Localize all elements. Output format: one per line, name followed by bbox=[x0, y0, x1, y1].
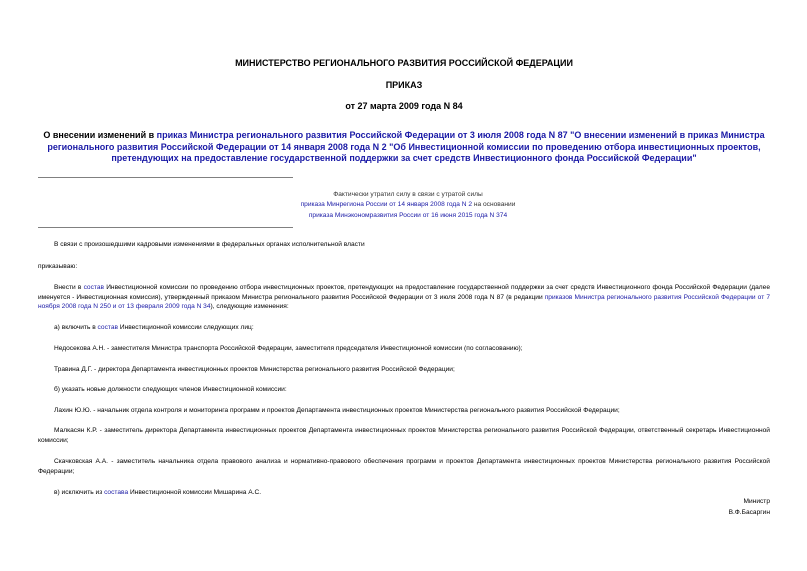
main-paragraph bbox=[38, 283, 770, 312]
member-travin-paragraph: Травина Д.Г. - директора Департамента инвестиционных проектов Министерства регионального развития Российской Федерации; bbox=[54, 366, 455, 373]
status-note-basis bbox=[218, 200, 598, 210]
status-note-order-link[interactable]: приказа Минрегиона России от 14 января 2008 года N 2 bbox=[300, 201, 473, 209]
signatory-name: В.Ф.Басаргин bbox=[728, 508, 770, 516]
member-malkasyan-paragraph: Малкасян К.Р. - заместитель директора Департамента инвестиционных проектов Департамента инвестиционных проектов Министерства регионального развития Российской Федерации, ответственный секретарь Инвестиционной комиссии; bbox=[38, 427, 770, 444]
member-lakhin-paragraph: Лахин Ю.Ю. - начальник отдела контроля и мониторинга программ и проектов Департамента инвестиционных проектов Министерства регионального развития Российской Федерации; bbox=[54, 407, 620, 414]
item-c-composition-link[interactable]: состава bbox=[104, 489, 129, 496]
status-note bbox=[218, 190, 598, 221]
document-type-heading: ПРИКАЗ bbox=[385, 80, 423, 90]
title-prefix: О внесении изменений в bbox=[43, 130, 157, 140]
status-note-line: Фактически утратил силу в связи с утратой силы bbox=[333, 191, 483, 198]
main-text-a: Внести в bbox=[54, 284, 84, 291]
item-a-paragraph bbox=[38, 323, 770, 333]
status-note-mid: на основании bbox=[472, 201, 516, 209]
item-a-composition-link[interactable]: состав bbox=[97, 324, 118, 331]
item-c-text-b: Инвестиционной комиссии Мишарина А.С. bbox=[128, 489, 262, 496]
ministry-heading: МИНИСТЕРСТВО РЕГИОНАЛЬНОГО РАЗВИТИЯ РОССИЙСКОЙ ФЕДЕРАЦИИ bbox=[235, 58, 573, 68]
member-nedosekov-paragraph: Недосекова А.Н. - заместителя Министра транспорта Российской Федерации, заместителя председателя Инвестиционной комиссии (по согласованию); bbox=[54, 345, 523, 352]
composition-link[interactable]: состав bbox=[83, 284, 105, 291]
main-text-c: ), следующие изменения: bbox=[210, 303, 289, 311]
item-a-text-b: Инвестиционной комиссии следующих лиц: bbox=[118, 324, 254, 331]
document-title bbox=[38, 130, 770, 165]
document-date-heading: от 27 марта 2009 года N 84 bbox=[345, 101, 463, 111]
item-c-text-a: в) исключить из bbox=[54, 489, 105, 496]
note-divider-bottom bbox=[38, 227, 293, 228]
title-order-link[interactable]: приказ Министра регионального развития Российской Федерации от 3 июля 2008 года N 87 "О внесении изменений в приказ Министра регионального развития Российской Федерации от 14 января 2008 года N 2 "Об Инвестиционной комиссии по проведению отбора инвестиционных проектов, претендующих на предоставление государственной поддержки за счет средств Инвестиционного фонда Российской Федерации" bbox=[47, 130, 765, 163]
main-text-b: Инвестиционной комиссии по проведению отбора инвестиционных проектов, претендующих на предоставление государственной поддержки за счет средств Инвестиционного фонда Российской Федерации (далее именуется - Инвестиционная комиссия), утвержденный приказом Министра регионального развития Российской Федерации от 3 июля 2008 года N 87 (в редакции bbox=[38, 284, 770, 301]
signatory-position: Министр bbox=[743, 498, 770, 505]
member-skachkovskaya-paragraph: Скачковская А.А. - заместитель начальника отдела правового анализа и нормативно-правового обеспечения программ и проектов Департамента инвестиционных проектов Министерства регионального развития Российской Федерации; bbox=[38, 458, 770, 475]
status-note-repeal-link[interactable]: приказа Минэкономразвития России от 16 июня 2015 года N 374 bbox=[308, 211, 508, 219]
order-word-paragraph: приказываю: bbox=[38, 263, 78, 270]
signature-block bbox=[570, 497, 770, 518]
note-divider-top bbox=[38, 177, 293, 178]
preamble-paragraph: В связи с произошедшими кадровыми изменениями в федеральных органах исполнительной власти bbox=[54, 241, 365, 248]
amending-orders-link[interactable]: приказов Министра регионального развития Российской Федерации от 7 ноября 2008 года N 250 и от 13 февраля 2009 года N 34 bbox=[38, 293, 770, 311]
item-b-paragraph: б) указать новые должности следующих членов Инвестиционной комиссии: bbox=[54, 386, 287, 393]
item-a-text-a: а) включить в bbox=[54, 324, 98, 331]
